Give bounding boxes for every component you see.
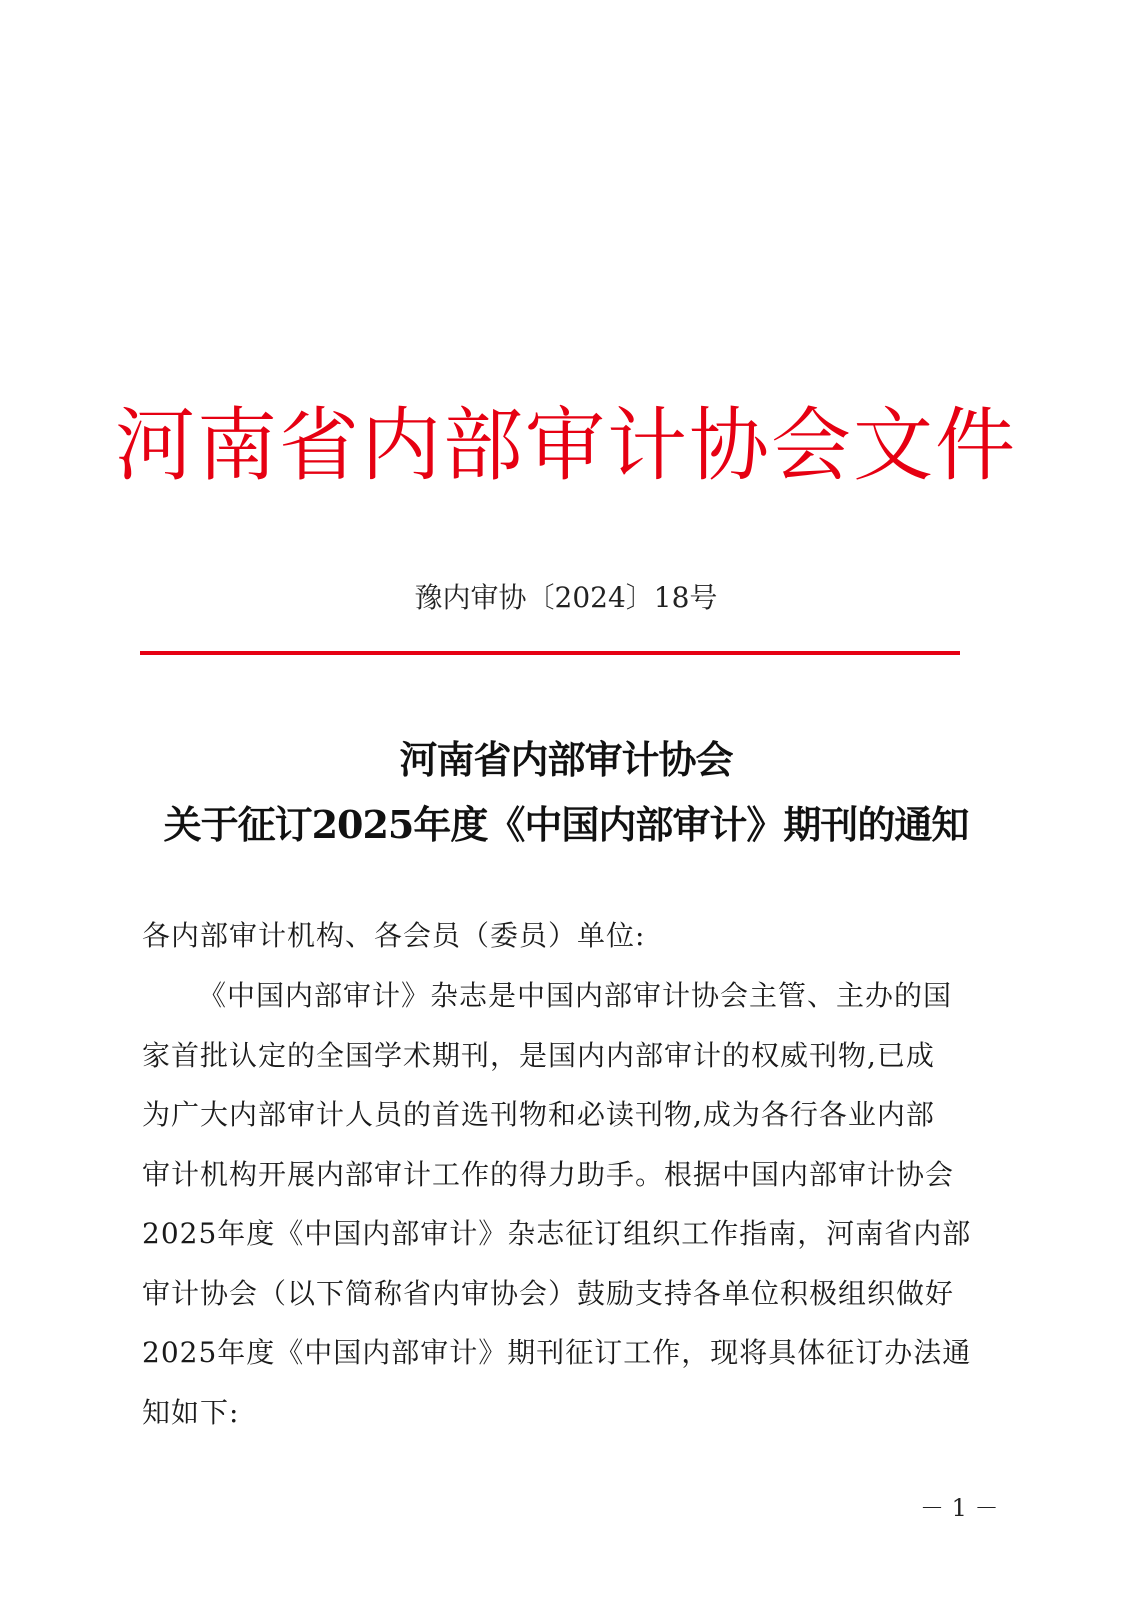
body-line: 2025年度《中国内部审计》期刊征订工作，现将具体征订办法通	[142, 1336, 972, 1369]
body-line: 家首批认定的全国学术期刊，是国内内部审计的权威刊物,已成	[142, 1038, 935, 1072]
notice-title-line-1: 河南省内部审计协会	[399, 737, 733, 782]
salutation: 各内部审计机构、各会员（委员）单位:	[142, 919, 646, 952]
body-line: 审计机构开展内部审计工作的得力助手。根据中国内部审计协会	[142, 1157, 955, 1191]
body-line: 为广大内部审计人员的首选刊物和必读刊物,成为各行各业内部	[142, 1098, 935, 1131]
red-divider-line	[140, 651, 960, 655]
body-line: 审计协会（以下简称省内审协会）鼓励支持各单位积极组织做好	[142, 1276, 955, 1310]
masthead-title: 河南省内部审计协会文件	[115, 399, 1017, 492]
document-number: 豫内审协〔2024〕18号	[414, 581, 718, 614]
body-line: 《中国内部审计》杂志是中国内部审计协会主管、主办的国	[198, 979, 953, 1012]
body-paragraph	[142, 976, 994, 1452]
body-line: 2025年度《中国内部审计》杂志征订组织工作指南，河南省内部	[142, 1217, 972, 1250]
notice-title-line-2: 关于征订2025年度《中国内部审计》期刊的通知	[163, 802, 969, 847]
body-line: 知如下:	[142, 1395, 240, 1429]
page-number: － 1 －	[920, 1494, 999, 1522]
